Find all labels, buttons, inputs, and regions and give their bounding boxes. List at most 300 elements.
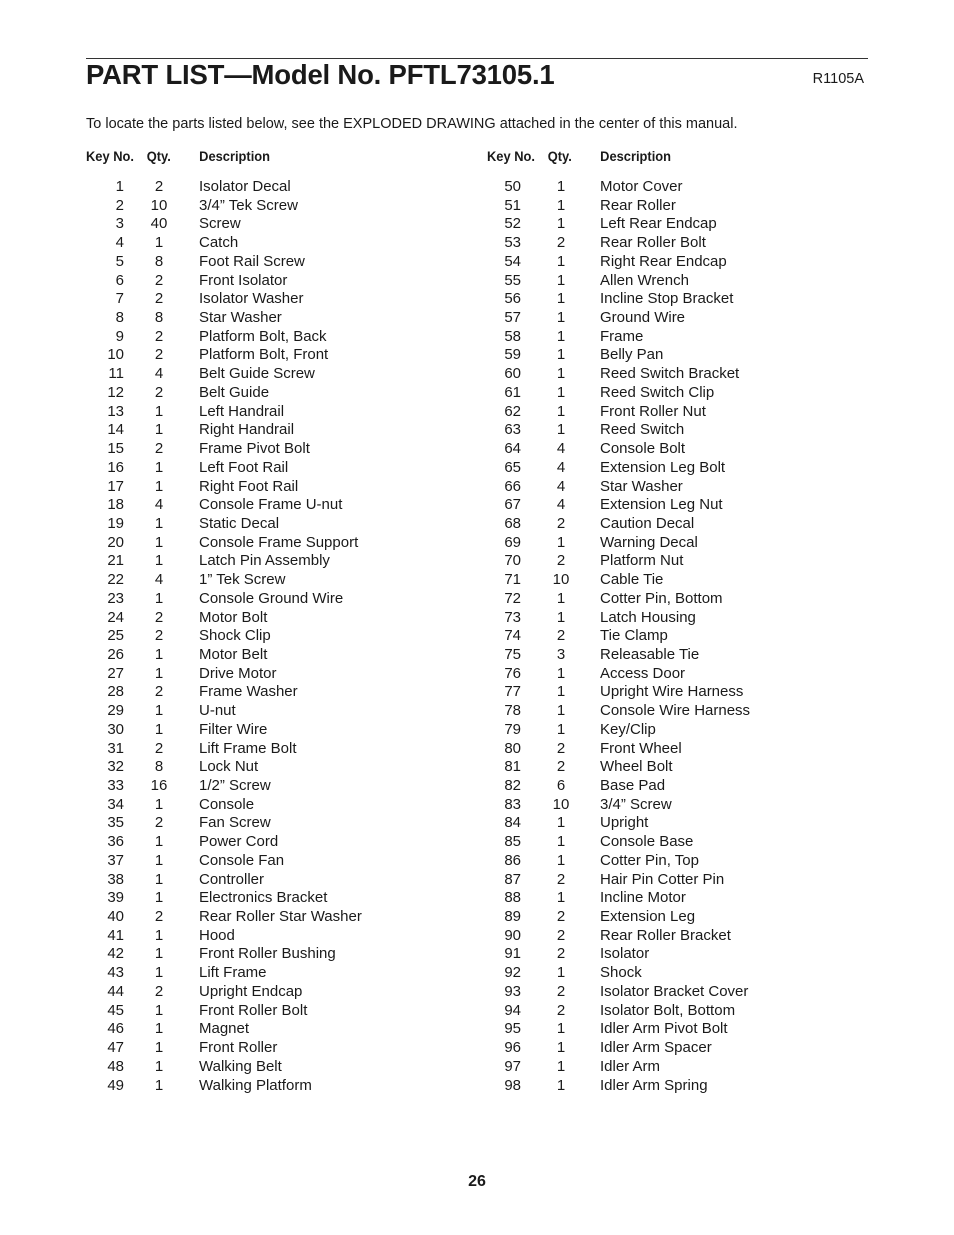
part-row: [86, 215, 466, 234]
part-qty: 2: [556, 739, 566, 757]
part-description: Platform Bolt, Back: [199, 327, 327, 345]
part-qty: 2: [154, 440, 164, 458]
part-description: Walking Platform: [199, 1076, 312, 1094]
part-qty: 2: [556, 945, 566, 963]
part-row: [86, 758, 466, 777]
part-row: [86, 178, 466, 197]
part-row: [487, 740, 867, 759]
part-row: [487, 440, 867, 459]
part-description: Front Roller Bolt: [199, 1001, 308, 1019]
part-description: Belly Pan: [600, 346, 664, 364]
part-description: Screw: [199, 215, 241, 233]
part-qty: 8: [154, 309, 164, 327]
part-qty: 1: [154, 889, 164, 907]
part-row: [487, 234, 867, 253]
part-row: [487, 328, 867, 347]
part-qty: 4: [556, 440, 566, 458]
part-description: Console Base: [600, 833, 694, 851]
part-row: [487, 833, 867, 852]
part-row: [86, 365, 466, 384]
part-description: Releasable Tie: [600, 645, 700, 663]
part-description: Walking Belt: [199, 1057, 282, 1075]
part-qty: 16: [150, 777, 168, 794]
part-row: [86, 852, 466, 871]
part-key-no: 26: [107, 645, 124, 663]
part-key-no: 32: [107, 758, 124, 776]
part-row: [487, 758, 867, 777]
part-description: Console Bolt: [600, 440, 686, 458]
part-description: Belt Guide: [199, 383, 270, 401]
part-description: Cable Tie: [600, 571, 664, 589]
part-qty: 2: [556, 1001, 566, 1019]
part-qty: 1: [556, 1039, 566, 1057]
part-key-no: 93: [504, 982, 521, 1000]
part-qty: 2: [556, 514, 566, 532]
part-row: [487, 983, 867, 1002]
part-key-no: 20: [107, 533, 124, 551]
part-key-no: 80: [504, 739, 521, 757]
part-qty: 1: [556, 252, 566, 270]
column-headers: [487, 148, 837, 178]
part-row: [86, 346, 466, 365]
part-description: Frame Washer: [199, 683, 298, 701]
part-row: [487, 889, 867, 908]
part-qty: 1: [556, 683, 566, 701]
part-key-no: 34: [107, 795, 124, 813]
part-row: [487, 908, 867, 927]
intro-text: To locate the parts listed below, see the EXPLODED DRAWING attached in the center of this manual.: [86, 116, 738, 132]
part-description: Star Washer: [199, 309, 282, 327]
parts-column-right: [487, 148, 867, 1095]
part-description: Catch: [199, 234, 239, 252]
part-row: [86, 515, 466, 534]
part-description: Tie Clamp: [600, 627, 668, 645]
part-description: Frame: [600, 327, 644, 345]
part-description: Upright Wire Harness: [600, 683, 744, 701]
part-key-no: 67: [504, 496, 521, 514]
part-qty: 2: [154, 908, 164, 926]
part-key-no: 27: [107, 664, 124, 682]
part-qty: 1: [154, 795, 164, 813]
part-key-no: 76: [504, 664, 521, 682]
part-description: Front Isolator: [199, 271, 288, 289]
part-qty: 2: [154, 608, 164, 626]
part-key-no: 29: [107, 702, 124, 720]
part-description: Idler Arm Pivot Bolt: [600, 1020, 728, 1038]
part-description: Console: [199, 795, 255, 813]
part-qty: 2: [154, 346, 164, 364]
part-key-no: 82: [504, 777, 521, 794]
part-description: Controller: [199, 870, 265, 888]
part-row: [86, 571, 466, 590]
part-row: [86, 1077, 466, 1096]
part-description: Front Roller: [199, 1039, 278, 1057]
part-key-no: 42: [107, 945, 124, 963]
part-key-no: 16: [107, 458, 124, 476]
part-qty: 1: [154, 589, 164, 607]
part-key-no: 54: [504, 252, 521, 270]
part-row: [487, 421, 867, 440]
part-qty: 1: [556, 196, 566, 214]
part-qty: 1: [556, 309, 566, 327]
part-row: [86, 814, 466, 833]
part-qty: 1: [154, 234, 164, 252]
part-row: [86, 1002, 466, 1021]
document-code: R1105A: [812, 71, 864, 87]
part-key-no: 6: [115, 271, 124, 289]
part-row: [487, 814, 867, 833]
part-description: Fan Screw: [199, 814, 271, 832]
part-qty: 4: [556, 496, 566, 514]
part-row: [86, 964, 466, 983]
part-qty: 1: [556, 889, 566, 907]
part-description: Base Pad: [600, 777, 666, 794]
part-qty: 4: [154, 496, 164, 514]
part-qty: 1: [154, 458, 164, 476]
part-qty: 2: [154, 683, 164, 701]
part-qty: 4: [556, 477, 566, 495]
part-row: [487, 309, 867, 328]
part-row: [487, 1039, 867, 1058]
part-key-no: 39: [107, 889, 124, 907]
part-row: [86, 440, 466, 459]
part-description: Front Wheel: [600, 739, 682, 757]
part-description: Allen Wrench: [600, 271, 689, 289]
part-qty: 1: [154, 964, 164, 982]
part-qty: 10: [552, 795, 570, 813]
part-row: [86, 1058, 466, 1077]
header-qty: Qty.: [547, 148, 572, 164]
part-row: [86, 908, 466, 927]
part-key-no: 78: [504, 702, 521, 720]
part-description: Rear Roller Bracket: [600, 926, 731, 944]
part-qty: 1: [154, 833, 164, 851]
part-qty: 1: [556, 851, 566, 869]
part-qty: 1: [154, 645, 164, 663]
part-description: Right Handrail: [199, 421, 295, 439]
part-row: [86, 421, 466, 440]
part-row: [86, 945, 466, 964]
part-row: [86, 534, 466, 553]
part-row: [86, 1020, 466, 1039]
part-row: [487, 459, 867, 478]
part-qty: 1: [556, 589, 566, 607]
part-description: Cotter Pin, Top: [600, 851, 699, 869]
header-description: Description: [600, 148, 672, 164]
part-row: [487, 552, 867, 571]
part-key-no: 62: [504, 402, 521, 420]
part-qty: 1: [154, 702, 164, 720]
part-qty: 1: [154, 402, 164, 420]
part-row: [86, 328, 466, 347]
part-description: Static Decal: [199, 514, 280, 532]
part-key-no: 30: [107, 720, 124, 738]
part-key-no: 28: [107, 683, 124, 701]
part-row: [86, 646, 466, 665]
part-qty: 2: [154, 982, 164, 1000]
part-key-no: 85: [504, 833, 521, 851]
part-qty: 2: [154, 627, 164, 645]
part-description: Extension Leg Bolt: [600, 458, 726, 476]
part-qty: 2: [556, 552, 566, 570]
part-key-no: 87: [504, 870, 521, 888]
part-key-no: 10: [107, 346, 124, 364]
part-key-no: 47: [107, 1039, 124, 1057]
part-qty: 1: [556, 1057, 566, 1075]
part-description: Right Rear Endcap: [600, 252, 727, 270]
part-qty: 1: [154, 1057, 164, 1075]
part-row: [487, 365, 867, 384]
part-row: [487, 571, 867, 590]
part-description: Front Roller Nut: [600, 402, 706, 420]
part-row: [86, 384, 466, 403]
part-row: [86, 459, 466, 478]
part-key-no: 43: [107, 964, 124, 982]
part-qty: 40: [150, 215, 168, 233]
part-description: Lock Nut: [199, 758, 259, 776]
part-row: [487, 627, 867, 646]
part-qty: 1: [556, 608, 566, 626]
part-qty: 1: [556, 383, 566, 401]
part-key-no: 60: [504, 365, 521, 383]
part-qty: 4: [154, 571, 164, 589]
part-key-no: 12: [107, 383, 124, 401]
part-description: Lift Frame Bolt: [199, 739, 297, 757]
part-key-no: 48: [107, 1057, 124, 1075]
part-qty: 2: [556, 926, 566, 944]
part-key-no: 5: [115, 252, 124, 270]
part-row: [487, 384, 867, 403]
part-key-no: 73: [504, 608, 521, 626]
part-description: 3/4” Tek Screw: [199, 196, 298, 214]
part-description: Caution Decal: [600, 514, 695, 532]
part-row: [86, 702, 466, 721]
part-description: Filter Wire: [199, 720, 268, 738]
part-description: Console Frame Support: [199, 533, 359, 551]
part-qty: 4: [556, 458, 566, 476]
part-key-no: 81: [504, 758, 521, 776]
part-description: Foot Rail Screw: [199, 252, 305, 270]
part-qty: 1: [154, 1039, 164, 1057]
part-description: Console Wire Harness: [600, 702, 751, 720]
part-row: [86, 833, 466, 852]
part-qty: 2: [556, 870, 566, 888]
part-row: [86, 889, 466, 908]
part-key-no: 53: [504, 234, 521, 252]
header-key-no: Key No.: [487, 148, 535, 164]
part-key-no: 84: [504, 814, 521, 832]
part-key-no: 13: [107, 402, 124, 420]
part-description: U-nut: [199, 702, 236, 720]
part-description: Console Frame U-nut: [199, 496, 343, 514]
part-qty: 10: [150, 196, 168, 214]
part-key-no: 96: [504, 1039, 521, 1057]
header-qty: Qty.: [146, 148, 171, 164]
part-row: [86, 290, 466, 309]
part-key-no: 59: [504, 346, 521, 364]
part-row: [86, 777, 466, 796]
part-row: [86, 496, 466, 515]
part-key-no: 21: [107, 552, 124, 570]
part-description: 1” Tek Screw: [199, 571, 286, 589]
part-qty: 1: [556, 833, 566, 851]
part-key-no: 9: [115, 327, 124, 345]
part-qty: 1: [556, 421, 566, 439]
part-key-no: 98: [504, 1076, 521, 1094]
part-key-no: 72: [504, 589, 521, 607]
part-key-no: 77: [504, 683, 521, 701]
part-qty: 1: [154, 1076, 164, 1094]
part-row: [487, 346, 867, 365]
part-row: [487, 683, 867, 702]
part-row: [487, 702, 867, 721]
part-key-no: 57: [504, 309, 521, 327]
part-description: Extension Leg: [600, 908, 696, 926]
part-description: Motor Belt: [199, 645, 268, 663]
part-row: [487, 945, 867, 964]
part-key-no: 89: [504, 908, 521, 926]
part-row: [487, 496, 867, 515]
part-key-no: 56: [504, 290, 521, 308]
part-description: Latch Housing: [600, 608, 696, 626]
part-description: Cotter Pin, Bottom: [600, 589, 723, 607]
part-key-no: 69: [504, 533, 521, 551]
part-qty: 1: [556, 290, 566, 308]
part-description: Platform Bolt, Front: [199, 346, 329, 364]
part-row: [487, 515, 867, 534]
part-key-no: 22: [107, 571, 124, 589]
part-row: [487, 665, 867, 684]
part-row: [86, 721, 466, 740]
part-key-no: 74: [504, 627, 521, 645]
part-row: [487, 796, 867, 815]
part-qty: 1: [556, 365, 566, 383]
part-key-no: 4: [115, 234, 124, 252]
part-qty: 2: [154, 290, 164, 308]
part-qty: 1: [556, 664, 566, 682]
part-description: Isolator Decal: [199, 178, 291, 195]
part-row: [86, 478, 466, 497]
part-row: [86, 983, 466, 1002]
part-description: Shock: [600, 964, 642, 982]
part-key-no: 8: [115, 309, 124, 327]
part-qty: 1: [556, 1020, 566, 1038]
part-key-no: 97: [504, 1057, 521, 1075]
part-row: [86, 234, 466, 253]
part-row: [86, 1039, 466, 1058]
part-key-no: 15: [107, 440, 124, 458]
part-description: Reed Switch: [600, 421, 685, 439]
part-row: [86, 590, 466, 609]
part-key-no: 17: [107, 477, 124, 495]
part-description: Hood: [199, 926, 235, 944]
part-qty: 1: [556, 215, 566, 233]
part-row: [487, 646, 867, 665]
part-key-no: 55: [504, 271, 521, 289]
part-qty: 2: [154, 383, 164, 401]
part-key-no: 2: [115, 196, 124, 214]
part-key-no: 91: [504, 945, 521, 963]
part-qty: 2: [556, 908, 566, 926]
part-key-no: 52: [504, 215, 521, 233]
part-description: Reed Switch Clip: [600, 383, 715, 401]
part-description: Drive Motor: [199, 664, 277, 682]
part-qty: 10: [552, 571, 570, 589]
part-row: [487, 721, 867, 740]
part-key-no: 88: [504, 889, 521, 907]
part-key-no: 1: [115, 178, 124, 195]
part-description: 1/2” Screw: [199, 777, 271, 794]
part-row: [86, 796, 466, 815]
part-qty: 1: [154, 477, 164, 495]
part-key-no: 46: [107, 1020, 124, 1038]
part-qty: 1: [556, 720, 566, 738]
part-key-no: 11: [108, 365, 124, 383]
part-qty: 2: [556, 627, 566, 645]
part-description: Latch Pin Assembly: [199, 552, 330, 570]
part-qty: 1: [154, 552, 164, 570]
part-qty: 2: [154, 814, 164, 832]
part-row: [86, 665, 466, 684]
part-row: [487, 178, 867, 197]
part-key-no: 44: [107, 982, 124, 1000]
part-key-no: 66: [504, 477, 521, 495]
part-row: [487, 272, 867, 291]
part-description: Shock Clip: [199, 627, 271, 645]
part-key-no: 90: [504, 926, 521, 944]
parts-list-right: [487, 178, 867, 1095]
part-description: Star Washer: [600, 477, 683, 495]
part-description: Idler Arm: [600, 1057, 661, 1075]
part-row: [487, 852, 867, 871]
part-description: Right Foot Rail: [199, 477, 299, 495]
part-row: [487, 1002, 867, 1021]
column-headers: [86, 148, 436, 178]
part-qty: 1: [556, 1076, 566, 1094]
part-description: Isolator: [600, 945, 650, 963]
part-key-no: 71: [504, 571, 521, 589]
part-description: 3/4” Screw: [600, 795, 672, 813]
part-description: Left Foot Rail: [199, 458, 289, 476]
part-key-no: 35: [107, 814, 124, 832]
part-key-no: 25: [107, 627, 124, 645]
header-key-no: Key No.: [86, 148, 134, 164]
part-row: [487, 290, 867, 309]
part-key-no: 68: [504, 514, 521, 532]
part-description: Magnet: [199, 1020, 250, 1038]
part-qty: 8: [154, 252, 164, 270]
part-key-no: 63: [504, 421, 521, 439]
part-qty: 1: [154, 664, 164, 682]
part-description: Incline Motor: [600, 889, 686, 907]
part-row: [86, 403, 466, 422]
part-key-no: 14: [107, 421, 124, 439]
part-row: [487, 871, 867, 890]
part-key-no: 50: [504, 178, 521, 195]
part-row: [487, 253, 867, 272]
part-key-no: 23: [107, 589, 124, 607]
part-row: [487, 777, 867, 796]
part-qty: 1: [154, 851, 164, 869]
part-row: [487, 927, 867, 946]
part-description: Motor Cover: [600, 178, 683, 195]
part-row: [86, 683, 466, 702]
part-row: [487, 478, 867, 497]
part-row: [487, 1077, 867, 1096]
part-key-no: 37: [107, 851, 124, 869]
part-description: Access Door: [600, 664, 686, 682]
part-key-no: 7: [115, 290, 124, 308]
